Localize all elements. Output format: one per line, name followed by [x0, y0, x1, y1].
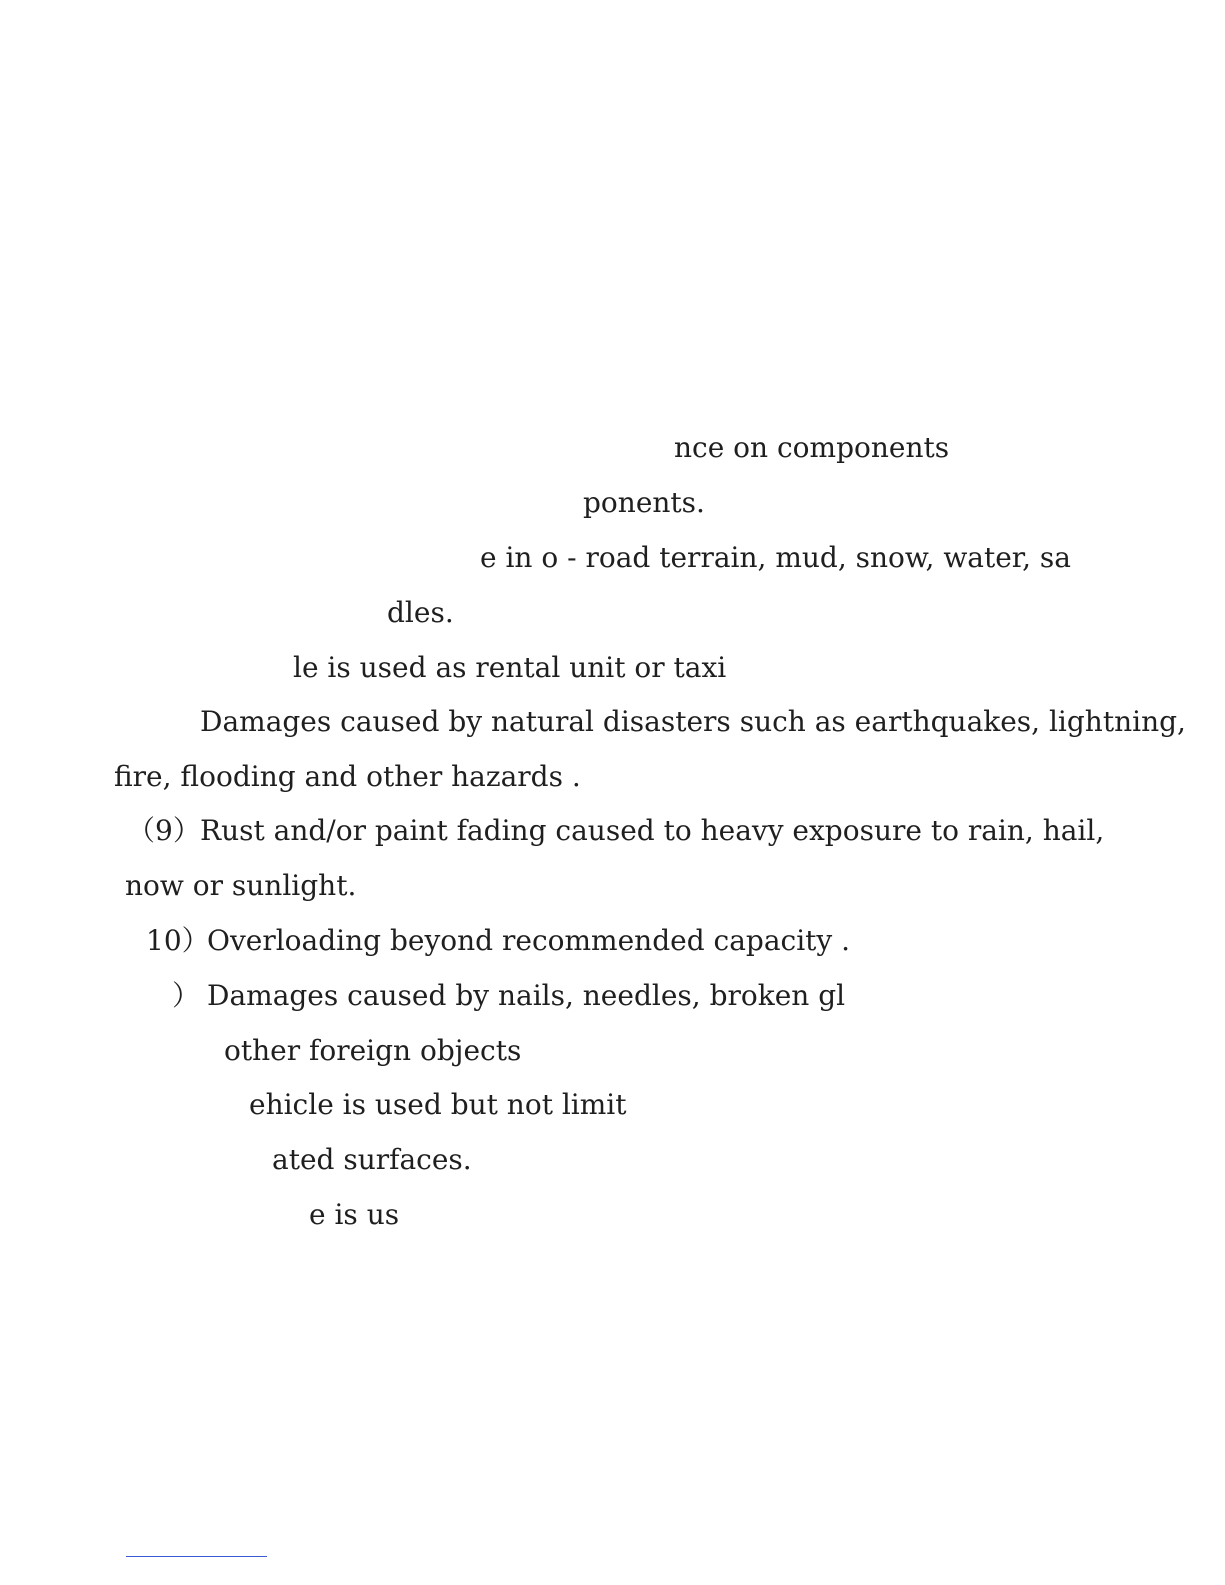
- text-line: e is us: [309, 1198, 400, 1231]
- text-line: ponents.: [583, 486, 705, 519]
- text-line: now or sunlight.: [125, 869, 357, 902]
- list-item-number: 10）: [146, 924, 210, 957]
- text-line: e in o - road terrain, mud, snow, water, sa: [480, 541, 1071, 574]
- text-line: ehicle is used but not limit: [249, 1088, 627, 1121]
- text-line: Damages caused by natural disasters such as earthquakes, lightning,: [200, 705, 1186, 738]
- list-item-text: Damages caused by nails, needles, broken gl: [207, 979, 846, 1012]
- text-line: le is used as rental unit or taxi: [293, 651, 727, 684]
- list-item-number: （9）: [127, 814, 201, 847]
- text-line: other foreign objects: [224, 1034, 522, 1067]
- list-item-text: Rust and/or paint fading caused to heavy exposure to rain, hail,: [200, 814, 1105, 847]
- text-line: ated surfaces.: [272, 1143, 472, 1176]
- text-line: fire, flooding and other hazards .: [114, 760, 581, 793]
- text-line: dles.: [387, 596, 454, 629]
- list-item-number: ）: [172, 979, 201, 1012]
- list-item-text: Overloading beyond recommended capacity .: [207, 924, 851, 957]
- footnote-separator-rule: [126, 1556, 267, 1557]
- text-line: nce on components: [674, 431, 950, 464]
